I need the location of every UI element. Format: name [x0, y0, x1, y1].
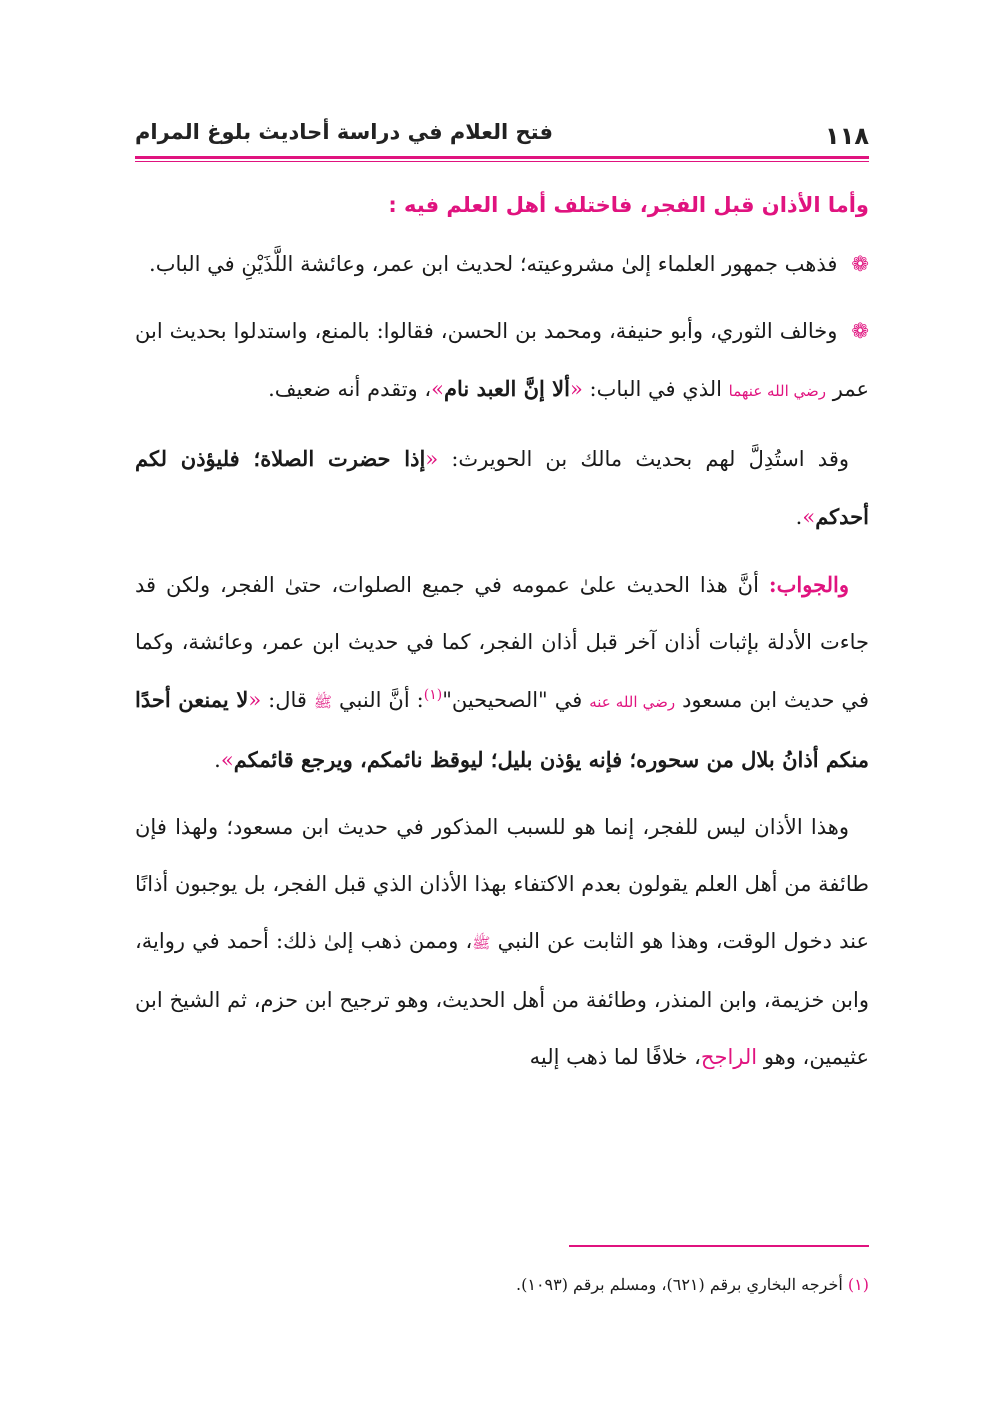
honorific-mark: ﷺ: [472, 934, 491, 952]
flower-bullet-icon: ❁: [851, 252, 869, 276]
paragraph-text: الذي في الباب:: [589, 377, 722, 401]
answer-label: والجواب:: [768, 572, 849, 597]
footnote: [135, 1270, 869, 1300]
paragraph-text: قال:: [268, 688, 307, 712]
paragraph-opposing-view: [135, 303, 869, 420]
footnote-rule: [569, 1245, 869, 1247]
honorific-mark: ﷺ: [313, 693, 333, 711]
page-number: ١١٨: [825, 122, 869, 150]
paragraph-evidence: [135, 430, 869, 546]
paragraph-text: في "الصحيحين": [442, 688, 583, 712]
paragraph-text: : أنَّ النبي: [339, 688, 424, 712]
section-heading: وأما الأذان قبل الفجر، فاختلف أهل العلم فيه :: [388, 193, 869, 217]
footnote-text: أخرجه البخاري برقم (٦٢١)، ومسلم برقم (١٠٩٣).: [516, 1275, 843, 1294]
quote-close-mark: »: [220, 748, 234, 772]
quote-close-mark: »: [802, 505, 816, 529]
paragraph-text: فذهب جمهور العلماء إلىٰ مشروعيته؛ لحديث ابن عمر، وعائشة اللَّذَيْنِ في الباب.: [149, 252, 838, 276]
flower-bullet-icon: ❁: [851, 319, 869, 343]
honorific-mark: رضي الله عنهما: [728, 382, 827, 400]
page-header: [135, 112, 869, 156]
hadith-quote: لا يمنعن أحدًا منكم أذانُ بلال من سحوره؛ فإنه يؤذن بليل؛ ليوقظ نائمكم، ويرجع قائمكم: [135, 687, 869, 772]
paragraph-text: وقد استُدِلَّ لهم بحديث مالك بن الحويرث:: [451, 447, 849, 471]
paragraph-answer: [135, 556, 869, 789]
book-title: فتح العلام في دراسة أحاديث بلوغ المرام: [135, 120, 553, 144]
footnote-reference[interactable]: (١): [423, 687, 443, 703]
paragraph-text: ، خلافًا لما ذهب إليه: [529, 1045, 701, 1069]
paragraph-text: .: [214, 748, 221, 772]
preferred-view-highlight: الراجح: [700, 1045, 758, 1069]
quote-open-mark: «: [248, 688, 262, 712]
header-rule-thin: [135, 161, 869, 162]
quote-close-mark: »: [431, 377, 445, 401]
quote-open-mark: «: [570, 377, 583, 401]
paragraph-text: وهذا الأذان ليس للفجر، إنما هو للسبب المذكور في حديث ابن مسعود؛ ولهذا فإن طائفة من أهل العلم يقولون بعدم الاكتفاء بهذا الأذان الذي قبل الفجر، بل يوجبون أذانًا عند دخول الوقت، وهذا هو الثابت عن النبي: [135, 815, 869, 953]
main-text: [135, 180, 869, 1096]
paragraph-text: ، وتقدم أنه ضعيف.: [268, 377, 432, 401]
paragraph-text: وخالف الثوري، وأبو حنيفة، ومحمد بن الحسن، فقالوا: بالمنع، واستدلوا بحديث ابن عمر: [135, 319, 869, 401]
quote-open-mark: «: [425, 447, 439, 471]
hadith-quote: إذا حضرت الصلاة؛ فليؤذن لكم أحدكم: [135, 446, 869, 529]
honorific-mark: رضي الله عنه: [589, 693, 676, 711]
paragraph-majority-view: [135, 236, 869, 293]
footnote-number: (١): [847, 1275, 869, 1294]
hadith-quote: ألا إنَّ العبد نام: [444, 376, 570, 401]
paragraph-text: أنَّ هذا الحديث علىٰ عمومه في جميع الصلوات، حتىٰ الفجر، ولكن قد جاءت الأدلة بإثبات أذان آخر قبل أذان الفجر، كما في حديث ابن عمر، وعائشة، وكما في حديث ابن مسعود: [135, 573, 869, 712]
paragraph-text: ، وممن ذهب إلىٰ ذلك: أحمد في رواية، وابن خزيمة، وابن المنذر، وطائفة من أهل الحديث، وهو ترجيح ابن حزم، ثم الشيخ ابن عثيمين، وهو: [135, 929, 869, 1069]
paragraph-conclusion: [135, 799, 869, 1086]
header-rule-thick: [135, 156, 869, 159]
paragraph-text: .: [795, 505, 803, 529]
